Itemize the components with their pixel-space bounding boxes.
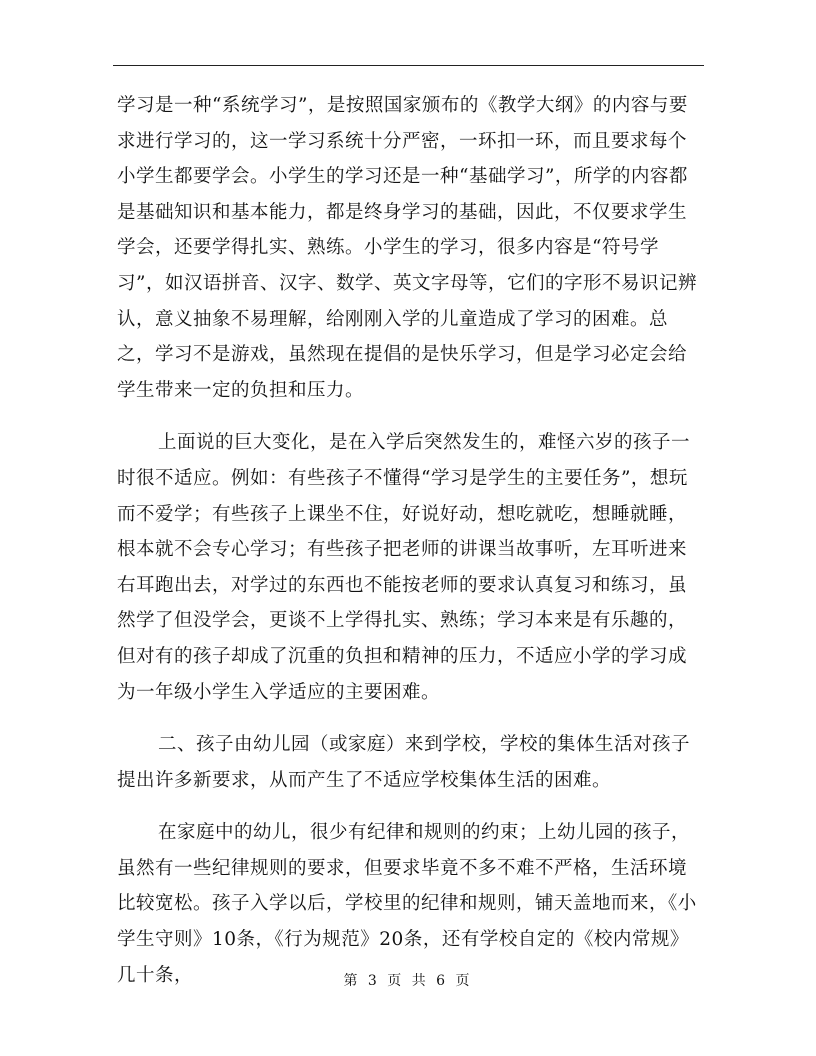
paragraph-4: 在家庭中的幼儿，很少有纪律和规则的约束；上幼儿园的孩子，虽然有一些纪律规则的要求，但要求毕竟不多不难不严格，生活环境比较宽松。孩子入学以后，学校里的纪律和规则，铺天盖地而来，《小学生守则》10条，《行为规范》20条，还有学校自定的《校内常规》几十条，: [117, 822, 697, 986]
paragraph-2: 上面说的巨大变化，是在入学后突然发生的，难怪六岁的孩子一时很不适应。例如：有些孩子不懂得“学习是学生的主要任务”，想玩而不爱学；有些孩子上课坐不住，好说好动，想吃就吃，想睡就睡，根本就不会专心学习；有些孩子把老师的讲课当故事听，左耳听进来右耳跑出去，对学过的东西也不能按老师的要求认真复习和练习，虽然学了但没学会，更谈不上学得扎实、熟练；学习本来是有乐趣的，但对有的孩子却成了沉重的负担和精神的压力，不适应小学的学习成为一年级小学生入学适应的主要困难。: [117, 432, 691, 703]
paragraph-3: 二、孩子由幼儿园（或家庭）来到学校，学校的集体生活对孩子提出许多新要求，从而产生了不适应学校集体生活的困难。: [117, 734, 691, 791]
document-body: [117, 88, 701, 993]
header-rule: [113, 65, 704, 66]
page-number-footer: 第 3 页 共 6 页: [343, 973, 473, 989]
paragraph-1: 学习是一种“系统学习”，是按照国家颁布的《教学大纲》的内容与要求进行学习的，这一学习系统十分严密，一环扣一环，而且要求每个小学生都要学会。小学生的学习还是一种“基础学习”，所学的内容都是基础知识和基本能力，都是终身学习的基础，因此，不仅要求学生学会，还要学得扎实、熟练。小学生的学习，很多内容是“符号学习”，如汉语拼音、汉字、数学、英文字母等，它们的字形不易识记辨认，意义抽象不易理解，给刚刚入学的儿童造成了学习的困难。总之，学习不是游戏，虽然现在提倡的是快乐学习，但是学习必定会给学生带来一定的负担和压力。: [117, 95, 697, 401]
